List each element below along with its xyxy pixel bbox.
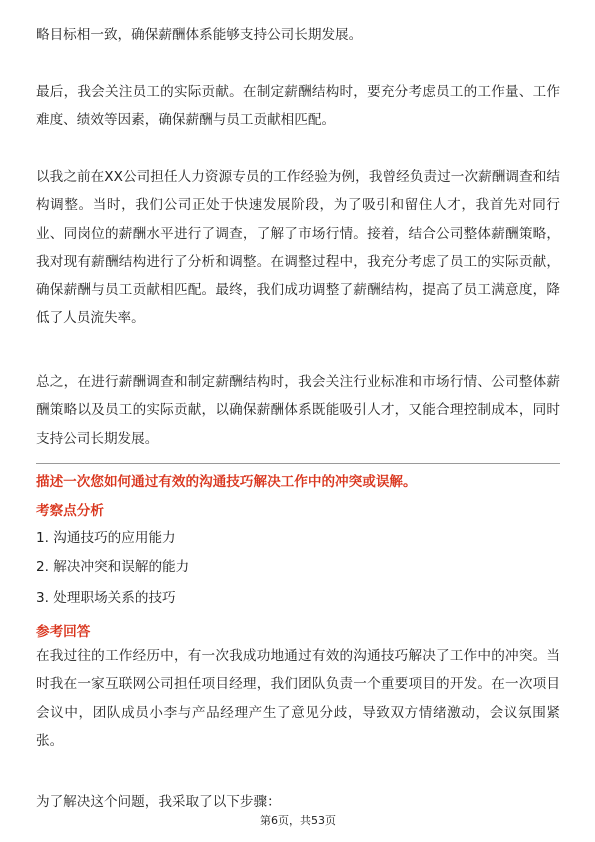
answer-steps-intro: 为了解决这个问题，我采取了以下步骤： [36,794,281,810]
analysis-item: 2. 解决冲突和误解的能力 [36,559,190,575]
answer-paragraph: 在我过往的工作经历中，有一次我成功地通过有效的沟通技巧解决了工作中的冲突。当时我在一家互联网公司担任项目经理，我们团队负责一个重要项目的开发。在一次项目会议中，团队成员小李与产品经理产生了意见分歧，导致双方情绪激动，会议氛围紧张。 [36,648,560,749]
section-divider [36,463,560,464]
paragraph-experience-example: 以我之前在XX公司担任人力资源专员的工作经验为例，我曾经负责过一次薪酬调查和结构调整。当时，我们公司正处于快速发展阶段，为了吸引和留住人才，我首先对同行业、同岗位的薪酬水平进行了调查，了解了市场行情。接着，结合公司整体薪酬策略，我对现有薪酬结构进行了分析和调整。在调整过程中，我充分考虑了员工的实际贡献，确保薪酬与员工贡献相匹配。最终，我们成功调整了薪酬结构，提高了员工满意度，降低了人员流失率。 [36,169,560,327]
analysis-heading: 考察点分析 [36,503,104,519]
question-title: 描述一次您如何通过有效的沟通技巧解决工作中的冲突或误解。 [36,474,417,490]
answer-heading: 参考回答 [36,624,91,640]
page-number-footer: 第6页，共53页 [260,814,336,827]
document-page [36,0,560,842]
paragraph-employee-contribution: 最后，我会关注员工的实际贡献。在制定薪酬结构时，要充分考虑员工的工作量、工作难度、绩效等因素，确保薪酬与员工贡献相匹配。 [36,84,560,129]
paragraph-continuation: 略目标相一致，确保薪酬体系能够支持公司长期发展。 [36,27,363,43]
analysis-item: 3. 处理职场关系的技巧 [36,590,176,606]
paragraph-summary: 总之，在进行薪酬调查和制定薪酬结构时，我会关注行业标准和市场行情、公司整体薪酬策略以及员工的实际贡献，以确保薪酬体系既能吸引人才，又能合理控制成本，同时支持公司长期发展。 [36,374,560,447]
analysis-item: 1. 沟通技巧的应用能力 [36,530,176,546]
